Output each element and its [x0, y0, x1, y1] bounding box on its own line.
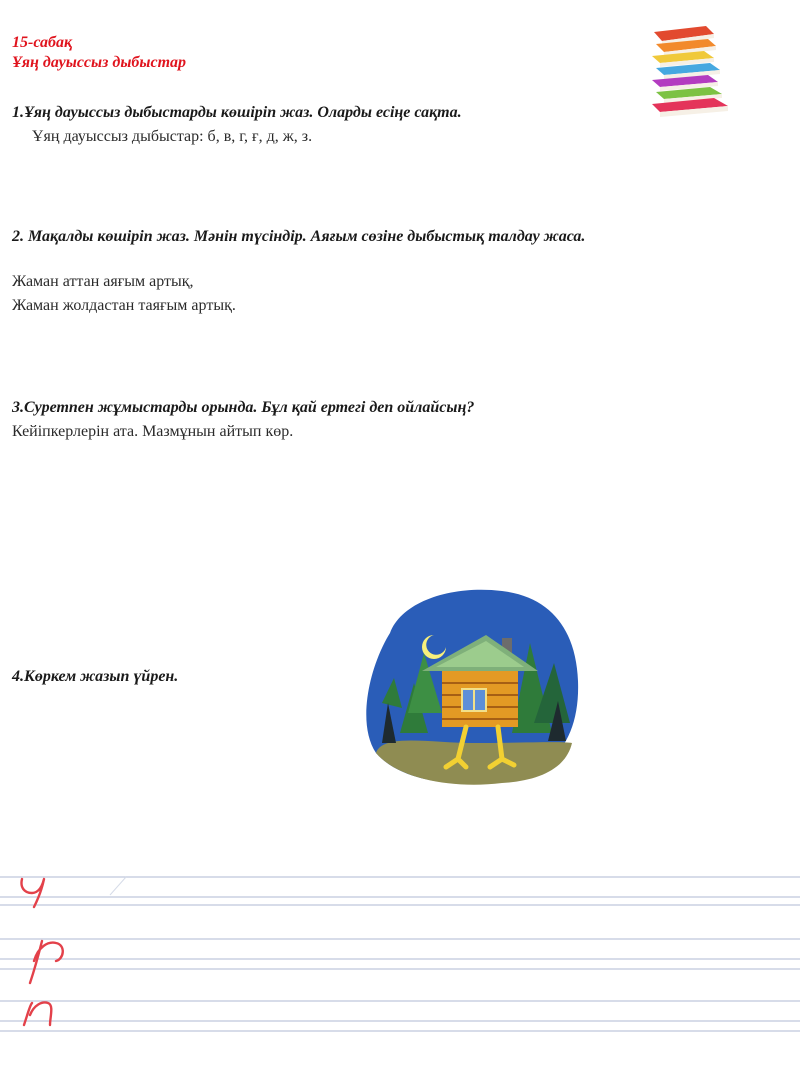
task-1-text: Ұяң дауыссыз дыбыстар: б, в, г, ғ, д, ж, з. — [32, 128, 313, 145]
lesson-topic: Ұяң дауыссыз дыбыстар — [12, 54, 187, 71]
task-2-heading: 2. Мақалды көшіріп жаз. Мәнін түсіндір. Аяғым сөзіне дыбыстық талдау жаса. — [12, 228, 586, 245]
proverb-line-1: Жаман аттан аяғым артық, — [12, 273, 194, 290]
book-stack-icon — [648, 26, 756, 122]
task-3-heading: 3.Суретпен жұмыстарды орында. Бұл қай ертегі деп ойлайсың? — [12, 399, 475, 416]
task-3-text: Кейіпкерлерін ата. Мазмұнын айтып көр. — [12, 423, 294, 440]
hut-on-chicken-legs-illustration — [362, 583, 580, 789]
lesson-number: 15-сабақ — [12, 34, 73, 51]
handwriting-practice-lines — [0, 865, 800, 1067]
proverb-line-2: Жаман жолдастан таяғым артық. — [12, 297, 236, 314]
task-1-heading: 1.Ұяң дауыссыз дыбыстарды көшіріп жаз. Оларды есіңе сақта. — [12, 104, 462, 121]
task-4-heading: 4.Көркем жазып үйрен. — [12, 668, 179, 685]
